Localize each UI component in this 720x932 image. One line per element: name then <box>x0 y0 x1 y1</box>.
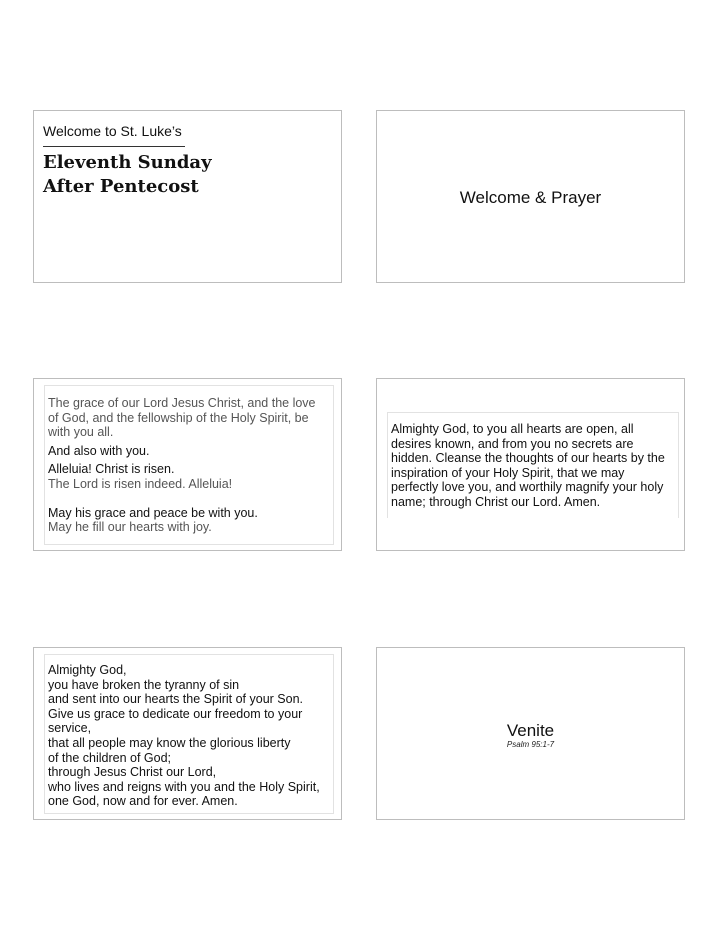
slide-thumbnail-3[interactable] <box>33 378 342 551</box>
prayer-line: and sent into our hearts the Spirit of your Son. <box>48 692 304 707</box>
prayer-text <box>48 663 329 809</box>
collect-text: Almighty God, to you all hearts are open, all desires known, and from you no secrets are hidden. Cleanse the thoughts of our hearts by the inspiration of your Holy Spirit, that we may perfectly love you, and worthily magnify your holy name; through Christ our Lord. Amen. <box>391 422 665 509</box>
welcome-text: Welcome to St. Luke’s <box>43 123 182 139</box>
prayer-line: who lives and reigns with you and the Holy Spirit, <box>48 779 320 794</box>
response-text: And also with you. <box>48 443 150 458</box>
alleluia-text: Alleluia! Christ is risen. <box>48 462 175 477</box>
slide-thumbnail-1[interactable] <box>33 110 342 283</box>
prayer-line: you have broken the tyranny of sin <box>48 677 240 692</box>
peace-text: May his grace and peace be with you. <box>48 505 258 520</box>
slide-thumbnail-6[interactable] <box>376 647 685 820</box>
prayer-line: Almighty God, <box>48 663 127 677</box>
title-line-1: Eleventh Sunday <box>43 152 212 173</box>
slide-thumbnail-4[interactable] <box>376 378 685 551</box>
prayer-line: Give us grace to dedicate our freedom to your service, <box>48 706 303 736</box>
peace-response-text: May he fill our hearts with joy. <box>48 520 212 535</box>
scripture-reference: Psalm 95:1-7 <box>506 740 555 749</box>
prayer-line: that all people may know the glorious liberty <box>48 735 291 750</box>
alleluia-response-text: The Lord is risen indeed. Alleluia! <box>48 476 233 491</box>
text-box <box>44 654 334 814</box>
prayer-line: through Jesus Christ our Lord, <box>48 765 217 780</box>
text-box <box>44 385 334 545</box>
title-divider <box>43 146 185 147</box>
prayer-line: of the children of God; <box>48 750 171 765</box>
prayer-line: one God, now and for ever. Amen. <box>48 794 238 809</box>
text-box <box>387 412 679 518</box>
section-title: Venite <box>506 721 555 740</box>
slide-thumbnail-5[interactable] <box>33 647 342 820</box>
slide-title <box>43 151 212 199</box>
title-line-2: After Pentecost <box>43 176 199 197</box>
slide-thumbnail-2[interactable] <box>376 110 685 283</box>
grace-text: The grace of our Lord Jesus Christ, and the love of God, and the fellowship of the Holy Spirit, be with you all. <box>48 396 316 440</box>
section-title: Welcome & Prayer <box>459 188 602 207</box>
